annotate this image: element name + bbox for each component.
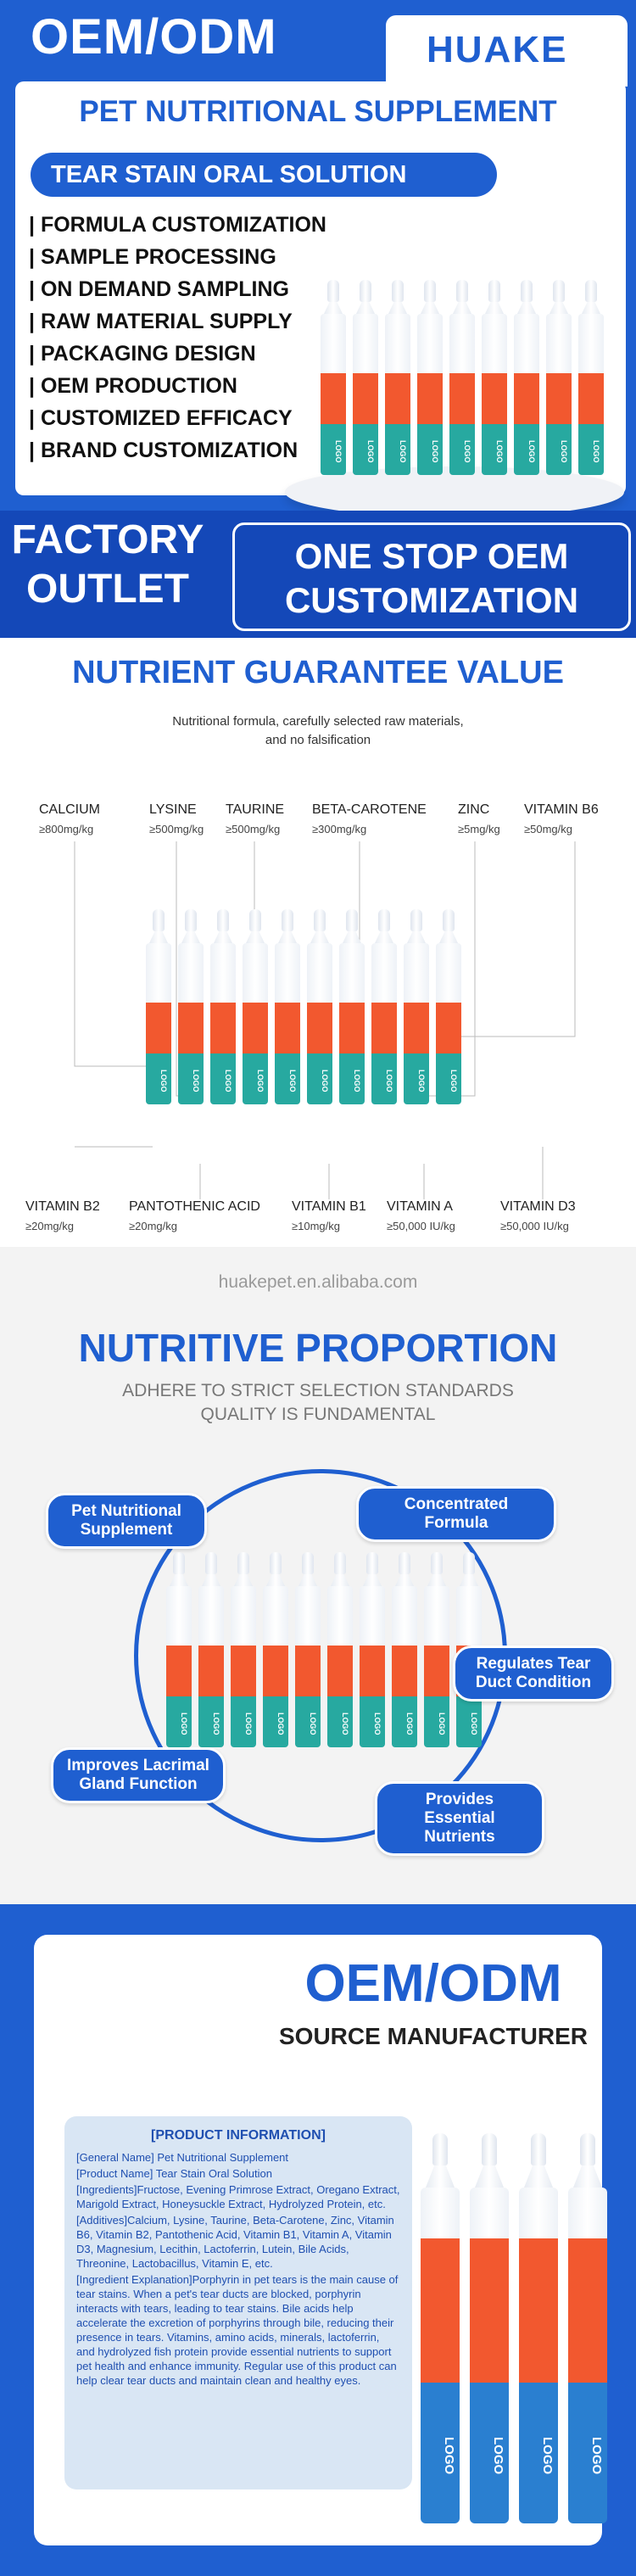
- vial-logo-text: LOGO: [276, 1712, 285, 1735]
- large-vial: LOGO: [421, 2133, 460, 2523]
- vial-logo-text: LOGO: [399, 439, 407, 463]
- service-item: | OEM PRODUCTION: [29, 370, 326, 402]
- service-item: | SAMPLE PROCESSING: [29, 241, 326, 273]
- nutrient-title: NUTRIENT GUARANTEE VALUE: [72, 655, 564, 690]
- vial: [327, 1552, 353, 1747]
- service-item: | CUSTOMIZED EFFICACY: [29, 402, 326, 434]
- vial: [417, 280, 443, 475]
- nutritive-subtitle-line1: ADHERE TO STRICT SELECTION STANDARDS: [122, 1381, 514, 1400]
- product-subtitle: TEAR STAIN ORAL SOLUTION: [31, 153, 497, 197]
- vial-logo-text: LOGO: [463, 439, 471, 463]
- vial: [371, 909, 397, 1104]
- vial: [404, 909, 429, 1104]
- vial-logo-text: LOGO: [321, 1069, 329, 1092]
- vial-logo-text: LOGO: [470, 1712, 478, 1735]
- vial-logo-text: LOGO: [334, 439, 343, 463]
- vial-logo-text: LOGO: [366, 439, 375, 463]
- nutrient-vitamin-b2: VITAMIN B2 ≥20mg/kg: [25, 1199, 100, 1232]
- nutrient-beta-carotene: BETA-CAROTENE ≥300mg/kg: [312, 802, 427, 835]
- vial-logo-text: LOGO: [495, 439, 504, 463]
- service-item: | ON DEMAND SAMPLING: [29, 273, 326, 305]
- vial-logo-text: LOGO: [341, 1712, 349, 1735]
- vial-logo-text: LOGO: [385, 1069, 393, 1092]
- large-vial: LOGO: [568, 2133, 607, 2523]
- one-stop-line1: ONE STOP OEM: [294, 536, 569, 576]
- service-item: | RAW MATERIAL SUPPLY: [29, 305, 326, 338]
- service-list: [29, 209, 326, 467]
- nutrient-subtitle: [0, 712, 636, 750]
- vial-logo-text: LOGO: [159, 1069, 168, 1092]
- tag-pet-nutritional: Pet Nutritional Supplement: [46, 1493, 207, 1549]
- service-item: | BRAND CUSTOMIZATION: [29, 434, 326, 467]
- vial: [275, 909, 300, 1104]
- nutritive-title: NUTRITIVE PROPORTION: [78, 1326, 558, 1370]
- vial: [263, 1552, 288, 1747]
- vial-logo-text: LOGO: [309, 1712, 317, 1735]
- nutrient-zinc: ZINC ≥5mg/kg: [458, 802, 500, 835]
- nutrient-subtitle-line1: Nutritional formula, carefully selected raw materials,: [172, 714, 464, 729]
- ingredients: [Ingredients]Fructose, Evening Primrose Extract, Oregano Extract, Marigold Extract, Honeysuckle Extract, Hydrolyzed Protein, etc.: [76, 2183, 400, 2210]
- large-vial: LOGO: [519, 2133, 558, 2523]
- product-info-panel: [64, 2116, 412, 2489]
- vial-logo-text: LOGO: [224, 1069, 232, 1092]
- tag-concentrated: Concentrated Formula: [356, 1486, 556, 1542]
- service-item: | PACKAGING DESIGN: [29, 338, 326, 370]
- vial: [307, 909, 332, 1104]
- vial-logo-text: LOGO: [180, 1712, 188, 1735]
- vial: [449, 280, 475, 475]
- vial-group: [146, 909, 468, 1104]
- nutrient-section: [0, 638, 636, 1247]
- vial: [514, 280, 539, 475]
- large-vial-group: [421, 2133, 617, 2523]
- nutrient-calcium: CALCIUM ≥800mg/kg: [39, 802, 101, 835]
- vial-logo-text: LOGO: [288, 1069, 297, 1092]
- vial-logo-text: LOGO: [417, 1069, 426, 1092]
- general-name: [General Name] Pet Nutritional Supplement: [76, 2151, 289, 2164]
- vial-logo-text: LOGO: [244, 1712, 253, 1735]
- vial-group: [321, 280, 611, 475]
- nutrient-vitamin-b6: VITAMIN B6 ≥50mg/kg: [524, 802, 599, 835]
- vial-logo-text: LOGO: [256, 1069, 265, 1092]
- additives: [Additives]Calcium, Lysine, Taurine, Beta-Carotene, Zinc, Vitamin B6, Vitamin B2, Pantothenic Acid, Vitamin B1, Vitamin A, Vitamin D3, Magnesium, Lecithin, Lactoferrin, Lutein, Bile Acids, Threonine, Lactobacillus, Vitamin E, etc.: [76, 2214, 394, 2270]
- vial: [243, 909, 268, 1104]
- vial-group: [166, 1552, 488, 1747]
- factory-outlet-text: FACTORY OUTLET: [11, 517, 204, 612]
- vial-logo-text: LOGO: [405, 1712, 414, 1735]
- nutrient-taurine: TAURINE ≥500mg/kg: [226, 802, 285, 835]
- vial: [321, 280, 346, 475]
- vial-logo-text: LOGO: [449, 1069, 458, 1092]
- nutritive-subtitle: [0, 1379, 636, 1427]
- store-url: huakepet.en.alibaba.com: [218, 1272, 418, 1292]
- vial: [578, 280, 604, 475]
- manufacturer-section: [0, 1904, 636, 2576]
- product-title: PET NUTRITIONAL SUPPLEMENT: [79, 95, 557, 128]
- hero-section: [0, 0, 636, 638]
- vial-logo-text: LOGO: [353, 1069, 361, 1092]
- nutritive-section: [0, 1247, 636, 1904]
- vial: [146, 909, 171, 1104]
- tag-provides: Provides Essential Nutrients: [375, 1781, 544, 1856]
- product-name: [Product Name] Tear Stain Oral Solution: [76, 2167, 272, 2180]
- product-info-heading: [PRODUCT INFORMATION]: [151, 2128, 326, 2143]
- nutrient-lysine: LYSINE ≥500mg/kg: [149, 802, 204, 835]
- vial: [231, 1552, 256, 1747]
- vial-logo-text: LOGO: [373, 1712, 382, 1735]
- one-stop-text: [232, 534, 631, 623]
- vial: [353, 280, 378, 475]
- nutrient-vitamin-a: VITAMIN A ≥50,000 IU/kg: [387, 1199, 455, 1232]
- vial: [360, 1552, 385, 1747]
- service-item: | FORMULA CUSTOMIZATION: [29, 209, 326, 241]
- nutritive-subtitle-line2: QUALITY IS FUNDAMENTAL: [200, 1405, 436, 1424]
- vial: [166, 1552, 192, 1747]
- oem-odm-title: OEM/ODM: [304, 1954, 562, 2013]
- vial-logo-text: LOGO: [438, 1712, 446, 1735]
- ingredient-explanation: [Ingredient Explanation]Porphyrin in pet tears is the main cause of tear stains. When a pet's tear ducts are blocked, porphyrin interacts with tears, leading to tear stains. Bile acids help accelerate the excretion of porphyrins through bile, reducing their presence in tears. Vitamins, amino acids, minerals, lactoferrin, and hydrolyzed fish protein provide essential nutrients to support pet health and enhance immunity. Regular use of this product can help clear tear ducts and maintain clean and healthy eyes.: [76, 2273, 399, 2387]
- vial-logo-text: LOGO: [592, 439, 600, 463]
- vial: [424, 1552, 449, 1747]
- nutrient-vitamin-d3: VITAMIN D3 ≥50,000 IU/kg: [500, 1199, 576, 1232]
- vial: [295, 1552, 321, 1747]
- vial: [210, 909, 236, 1104]
- vial: [546, 280, 572, 475]
- tag-improves: Improves Lacrimal Gland Function: [51, 1747, 226, 1803]
- vial: [385, 280, 410, 475]
- vial: [339, 909, 365, 1104]
- nutrient-vitamin-b1: VITAMIN B1 ≥10mg/kg: [292, 1199, 366, 1232]
- vial-logo-text: LOGO: [527, 439, 536, 463]
- nutrient-pantothenic-acid: PANTOTHENIC ACID ≥20mg/kg: [129, 1199, 260, 1232]
- source-manufacturer: SOURCE MANUFACTURER: [279, 2023, 588, 2049]
- vial: [178, 909, 204, 1104]
- nutrient-subtitle-line2: and no falsification: [265, 733, 371, 747]
- vial-logo-text: LOGO: [212, 1712, 220, 1735]
- vial: [436, 909, 461, 1104]
- large-vial: LOGO: [470, 2133, 509, 2523]
- vial: [198, 1552, 224, 1747]
- vial: [392, 1552, 417, 1747]
- one-stop-line2: CUSTOMIZATION: [284, 580, 579, 620]
- vial: [482, 280, 507, 475]
- brand-name: HUAKE: [427, 29, 568, 70]
- vial-logo-text: LOGO: [560, 439, 568, 463]
- tag-regulates: Regulates Tear Duct Condition: [453, 1646, 614, 1702]
- oem-odm-logo: OEM/ODM: [31, 9, 277, 64]
- vial-logo-text: LOGO: [431, 439, 439, 463]
- vial-logo-text: LOGO: [192, 1069, 200, 1092]
